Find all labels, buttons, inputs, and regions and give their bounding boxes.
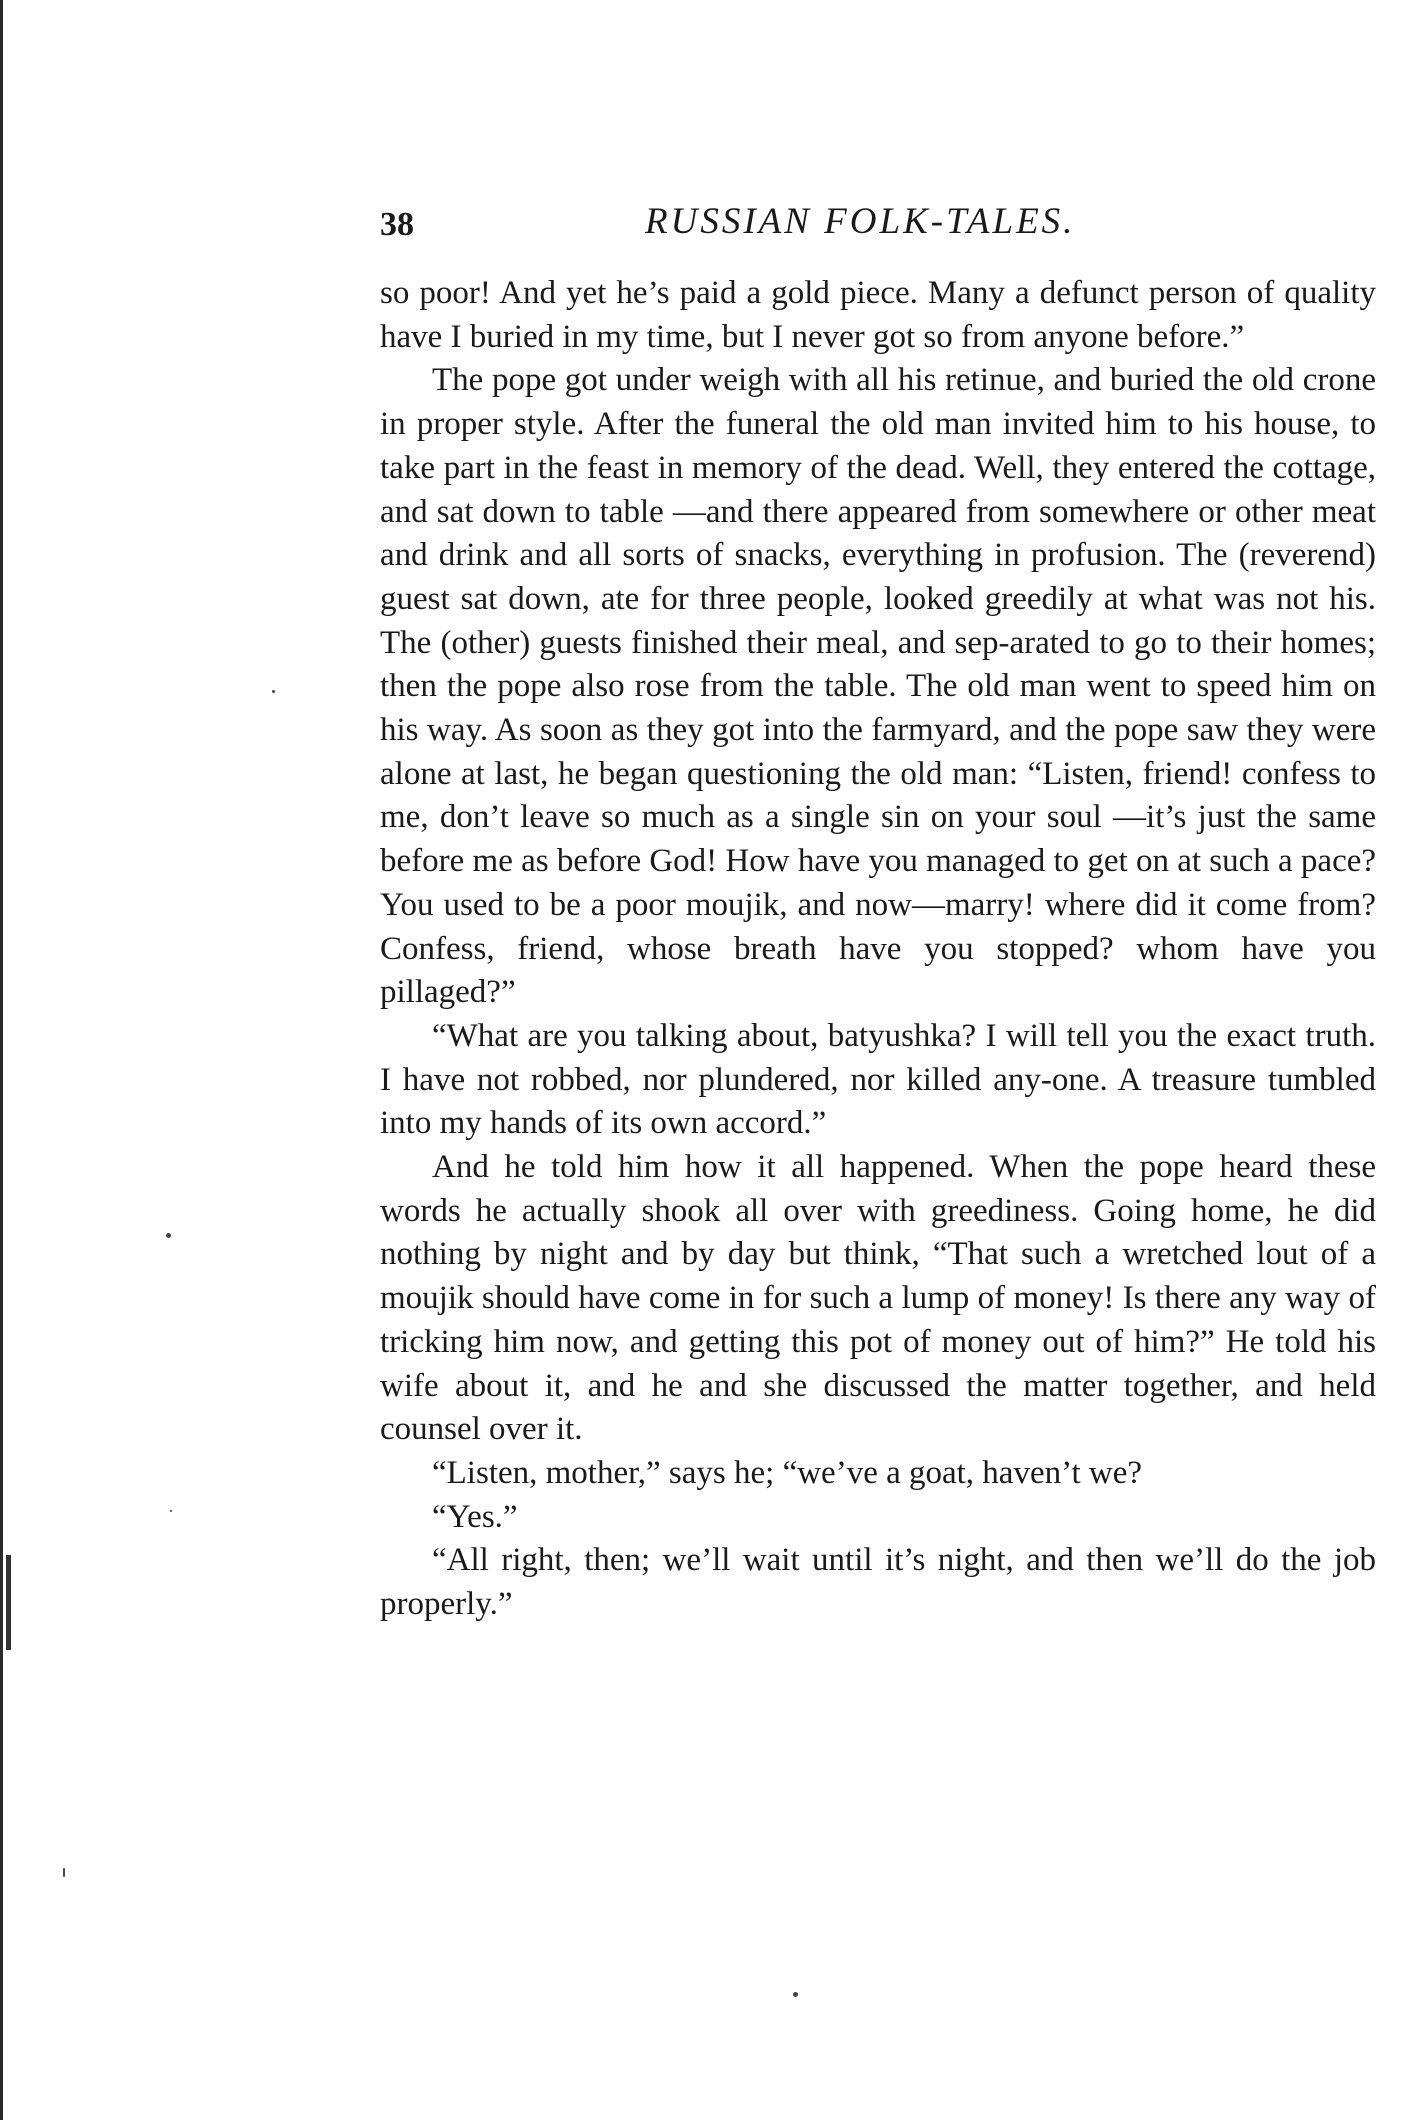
page-header xyxy=(380,200,1360,260)
paragraph: “Yes.” xyxy=(432,1498,518,1535)
paragraph: “All right, then; we’ll wait until it’s night, and then we’ll do the job properly.” xyxy=(380,1542,1376,1623)
paragraph: “Listen, mother,” says he; “we’ve a goat, haven’t we? xyxy=(432,1454,1143,1491)
ink-speck xyxy=(272,690,275,693)
running-title: RUSSIAN FOLK-TALES. xyxy=(645,201,1076,242)
paragraph: And he told him how it all happened. When the pope heard these words he actually shook all over with greediness. Going home, he did nothing by night and by day but think, “That such a wretched lout of a moujik should have come in for such a lump of money! Is there any way of tricking him now, and getting this pot of money out of him?” He told his wife about it, and he and she discussed the matter together, and held counsel over it. xyxy=(380,1149,1376,1448)
paragraph: The pope got under weigh with all his retinue, and buried the old crone in proper style. After the funeral the old man invited him to his house, to take part in the feast in memory of the dead. Well, they entered the cottage, and sat down to table —and there appeared from somewhere or other meat and drink and all sorts of snacks, everything in profusion. The (reverend) guest sat down, ate for three people, looked greedily at what was not his. The (other) guests finished their meal, and sep-arated to go to their homes; then the pope also rose from the table. The old man went to speed him on his way. As soon as they got into the farmyard, and the pope saw they were alone at last, he began questioning the old man: “Listen, friend! confess to me, don’t leave so much as a single sin on your soul —it’s just the same before me as before God! How have you managed to get on at such a pace? You used to be a poor moujik, and now—marry! where did it come from? Confess, friend, whose breath have you stopped? whom have you pillaged?” xyxy=(380,362,1377,1011)
ink-speck xyxy=(166,1233,171,1238)
body-text xyxy=(380,272,1376,1627)
paragraph: “What are you talking about, batyushka? I will tell you the exact truth. I have not robbed, nor plundered, nor killed any-one. A treasure tumbled into my hands of its own accord.” xyxy=(380,1017,1376,1142)
ink-speck xyxy=(793,1992,798,1997)
page-number: 38 xyxy=(380,206,414,243)
page-edge-shadow xyxy=(0,0,3,2120)
ink-speck xyxy=(170,1510,172,1512)
binding-mark xyxy=(6,1555,11,1650)
ink-speck xyxy=(63,1868,65,1877)
paragraph: so poor! And yet he’s paid a gold piece. Many a defunct person of quality have I buried in my time, but I never got so from anyone before.” xyxy=(380,275,1376,355)
